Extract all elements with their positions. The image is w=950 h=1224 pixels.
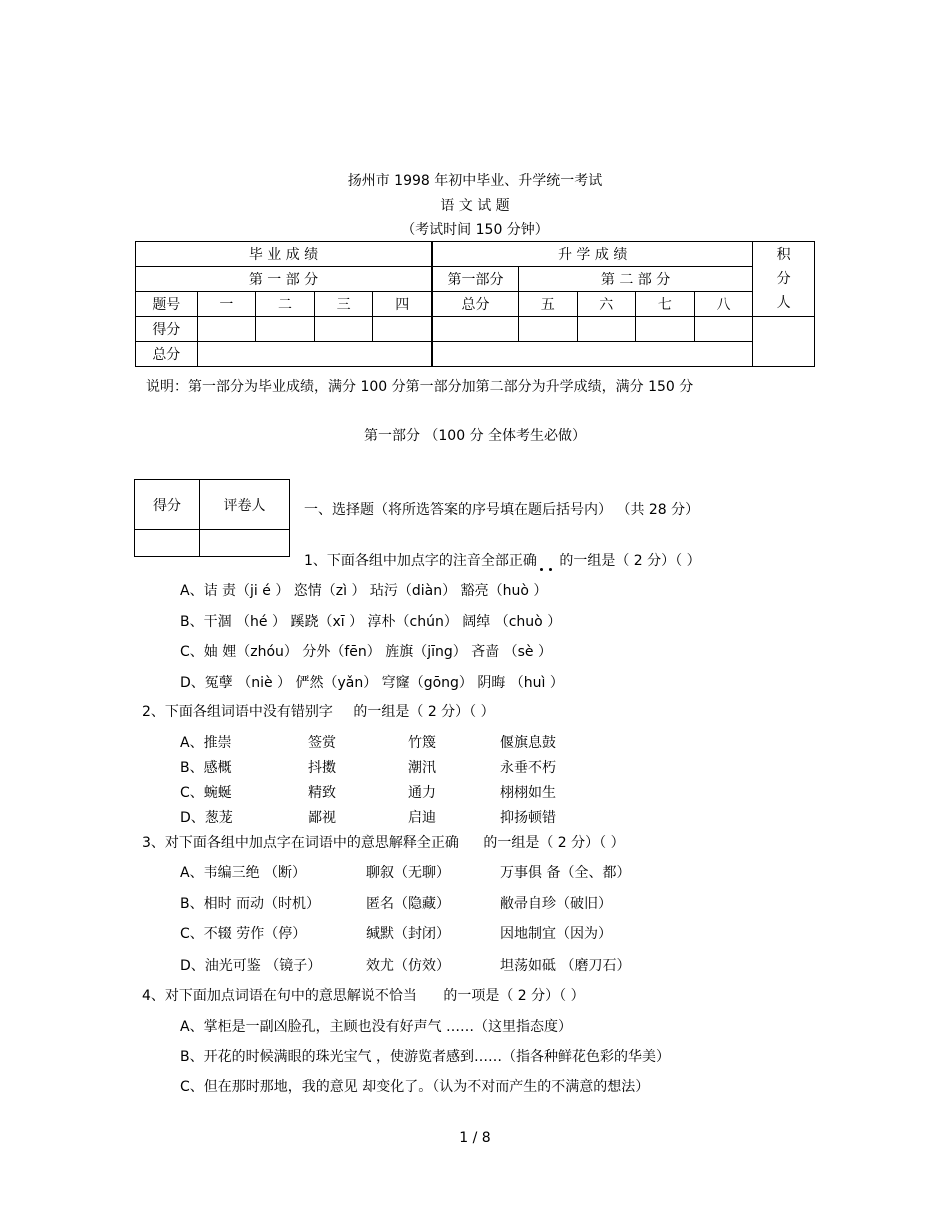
q2-d-4: 抑扬顿错 bbox=[500, 810, 556, 826]
q3-b-1: B、相时 而动（时机） bbox=[180, 896, 321, 912]
part1-total-header: 第一部分 bbox=[432, 267, 518, 292]
score-cell[interactable] bbox=[518, 317, 577, 342]
q2-a-4: 偃旗息鼓 bbox=[500, 735, 556, 751]
q2-stem-end: 的一组是（ 2 分）（ ） bbox=[353, 704, 495, 720]
score-cell[interactable] bbox=[314, 317, 373, 342]
q3-d-2: 效尤（仿效） bbox=[366, 958, 450, 974]
q3-a-2: 聊叙（无聊） bbox=[366, 865, 450, 881]
q2-c-4: 栩栩如生 bbox=[500, 785, 556, 801]
q2-d-1: D、葱茏 bbox=[180, 810, 233, 826]
q3-stem-text: 3、对下面各组中加点字在词语中的意思解释全正确 bbox=[142, 835, 459, 851]
col-3: 三 bbox=[314, 292, 373, 317]
q3-c-3: 因地制宜（因为） bbox=[500, 926, 612, 942]
col-2: 二 bbox=[256, 292, 315, 317]
q4-stem-end: 的一项是（ 2 分）（ ） bbox=[443, 988, 585, 1004]
total-cell[interactable] bbox=[197, 342, 432, 367]
q3-b-2: 匿名（隐藏） bbox=[366, 896, 450, 912]
q2-stem-text: 2、下面各组词语中没有错别字 bbox=[142, 704, 333, 720]
col-label: 题号 bbox=[136, 292, 198, 317]
score-table bbox=[135, 241, 815, 367]
q1-stem-text: 1、下面各组中加点字的注音全部正确 bbox=[304, 553, 537, 569]
q1-option-d: D、冤孽 （niè ） 俨然（yǎn） 穹窿（gōng） 阴晦 （huì ） bbox=[180, 675, 564, 691]
score-cell[interactable] bbox=[373, 317, 432, 342]
part2-header: 第 二 部 分 bbox=[518, 267, 752, 292]
col-total: 总分 bbox=[432, 292, 518, 317]
grader-cell[interactable] bbox=[753, 317, 815, 367]
q3-c-1: C、不辍 劳作（停） bbox=[180, 926, 307, 942]
q2-b-2: 抖擞 bbox=[308, 760, 336, 776]
q1-option-c: C、妯 娌（zhóu） 分外（fēn） 旌旗（jīng） 吝啬 （sè ） bbox=[180, 644, 552, 660]
grader-box-grader-cell[interactable] bbox=[200, 530, 290, 557]
q1-option-a: A、诘 责（ji é ） 恣情（zì ） 玷污（diàn） 豁亮（huò ） bbox=[180, 583, 548, 599]
col-1: 一 bbox=[197, 292, 256, 317]
section-1-heading: 一、选择题（将所选答案的序号填在题后括号内） （共 28 分） bbox=[304, 502, 700, 518]
col-6: 六 bbox=[577, 292, 636, 317]
score-cell[interactable] bbox=[694, 317, 753, 342]
col-8: 八 bbox=[694, 292, 753, 317]
total-cell[interactable] bbox=[432, 342, 753, 367]
q3-d-3: 坦荡如砥 （磨刀石） bbox=[500, 958, 631, 974]
grader-box-grader: 评卷人 bbox=[200, 480, 290, 530]
row-score-label: 得分 bbox=[136, 317, 198, 342]
q2-a-3: 竹篾 bbox=[408, 735, 436, 751]
exam-time: （考试时间 150 分钟） bbox=[401, 222, 549, 238]
q3-stem bbox=[142, 832, 625, 852]
emphasis-dot bbox=[540, 568, 543, 571]
q2-b-3: 潮汛 bbox=[408, 760, 436, 776]
q2-c-2: 精致 bbox=[308, 785, 336, 801]
col-7: 七 bbox=[636, 292, 695, 317]
score-cell[interactable] bbox=[256, 317, 315, 342]
score-cell[interactable] bbox=[197, 317, 256, 342]
q2-stem bbox=[142, 701, 495, 721]
grader-box-score-cell[interactable] bbox=[135, 530, 200, 557]
graduation-header: 毕 业 成 绩 bbox=[136, 242, 433, 267]
emphasis-dot bbox=[549, 568, 552, 571]
score-cell[interactable] bbox=[636, 317, 695, 342]
exam-title: 扬州市 1998 年初中毕业、升学统一考试 bbox=[347, 173, 603, 189]
q2-b-1: B、感概 bbox=[180, 760, 232, 776]
admission-header: 升 学 成 绩 bbox=[432, 242, 753, 267]
q2-d-3: 启迪 bbox=[408, 810, 436, 826]
q1-stem-end: 的一组是（ 2 分）（ ） bbox=[559, 553, 701, 569]
grader-char-2: 分 bbox=[776, 271, 791, 287]
q3-a-3: 万事俱 备（全、都） bbox=[500, 865, 631, 881]
score-cell[interactable] bbox=[432, 317, 518, 342]
part-heading: 第一部分 （100 分 全体考生必做） bbox=[363, 428, 587, 444]
grader-char-3: 人 bbox=[776, 295, 791, 311]
q2-b-4: 永垂不朽 bbox=[500, 760, 556, 776]
q3-stem-end: 的一组是（ 2 分）（ ） bbox=[483, 835, 625, 851]
q4-option-b: B、开花的时候满眼的珠光宝气 ，使游览者感到……（指各种鲜花色彩的华美） bbox=[180, 1049, 671, 1065]
q3-b-3: 敝帚自珍（破旧） bbox=[500, 896, 612, 912]
q2-a-2: 签赏 bbox=[308, 735, 336, 751]
q4-option-a: A、掌柜是一副凶脸孔，主顾也没有好声气 ……（这里指态度） bbox=[180, 1019, 573, 1035]
q3-a-1: A、韦编三绝 （断） bbox=[180, 865, 307, 881]
grader-box bbox=[134, 479, 290, 557]
grader-char-1: 积 bbox=[776, 247, 791, 263]
q2-a-1: A、推崇 bbox=[180, 735, 232, 751]
score-note: 说明：第一部分为毕业成绩，满分 100 分第一部分加第二部分为升学成绩，满分 150 分 bbox=[146, 379, 694, 395]
grader-box-score: 得分 bbox=[135, 480, 200, 530]
exam-subtitle: 语 文 试 题 bbox=[440, 198, 510, 214]
q4-option-c: C、但在那时那地，我的意见 却变化了。（认为不对而产生的不满意的想法） bbox=[180, 1079, 650, 1095]
grader-header bbox=[753, 242, 815, 317]
row-total-label: 总分 bbox=[136, 342, 198, 367]
page-number: 1 / 8 bbox=[459, 1130, 491, 1146]
q1-option-b: B、干涸 （hé ） 蹊跷（xī ） 淳朴（chún） 阔绰 （chuò ） bbox=[180, 614, 562, 630]
q3-c-2: 缄默（封闭） bbox=[366, 926, 450, 942]
q2-c-1: C、蜿蜒 bbox=[180, 785, 232, 801]
q3-d-1: D、油光可鉴 （镜子） bbox=[180, 958, 322, 974]
col-4: 四 bbox=[373, 292, 432, 317]
q4-stem-text: 4、对下面加点词语在句中的意思解说不恰当 bbox=[142, 988, 417, 1004]
q2-d-2: 鄙视 bbox=[308, 810, 336, 826]
part1-header: 第 一 部 分 bbox=[136, 267, 433, 292]
q2-c-3: 通力 bbox=[408, 785, 436, 801]
q4-stem bbox=[142, 985, 585, 1005]
col-5: 五 bbox=[518, 292, 577, 317]
score-cell[interactable] bbox=[577, 317, 636, 342]
q1-stem bbox=[304, 550, 701, 571]
